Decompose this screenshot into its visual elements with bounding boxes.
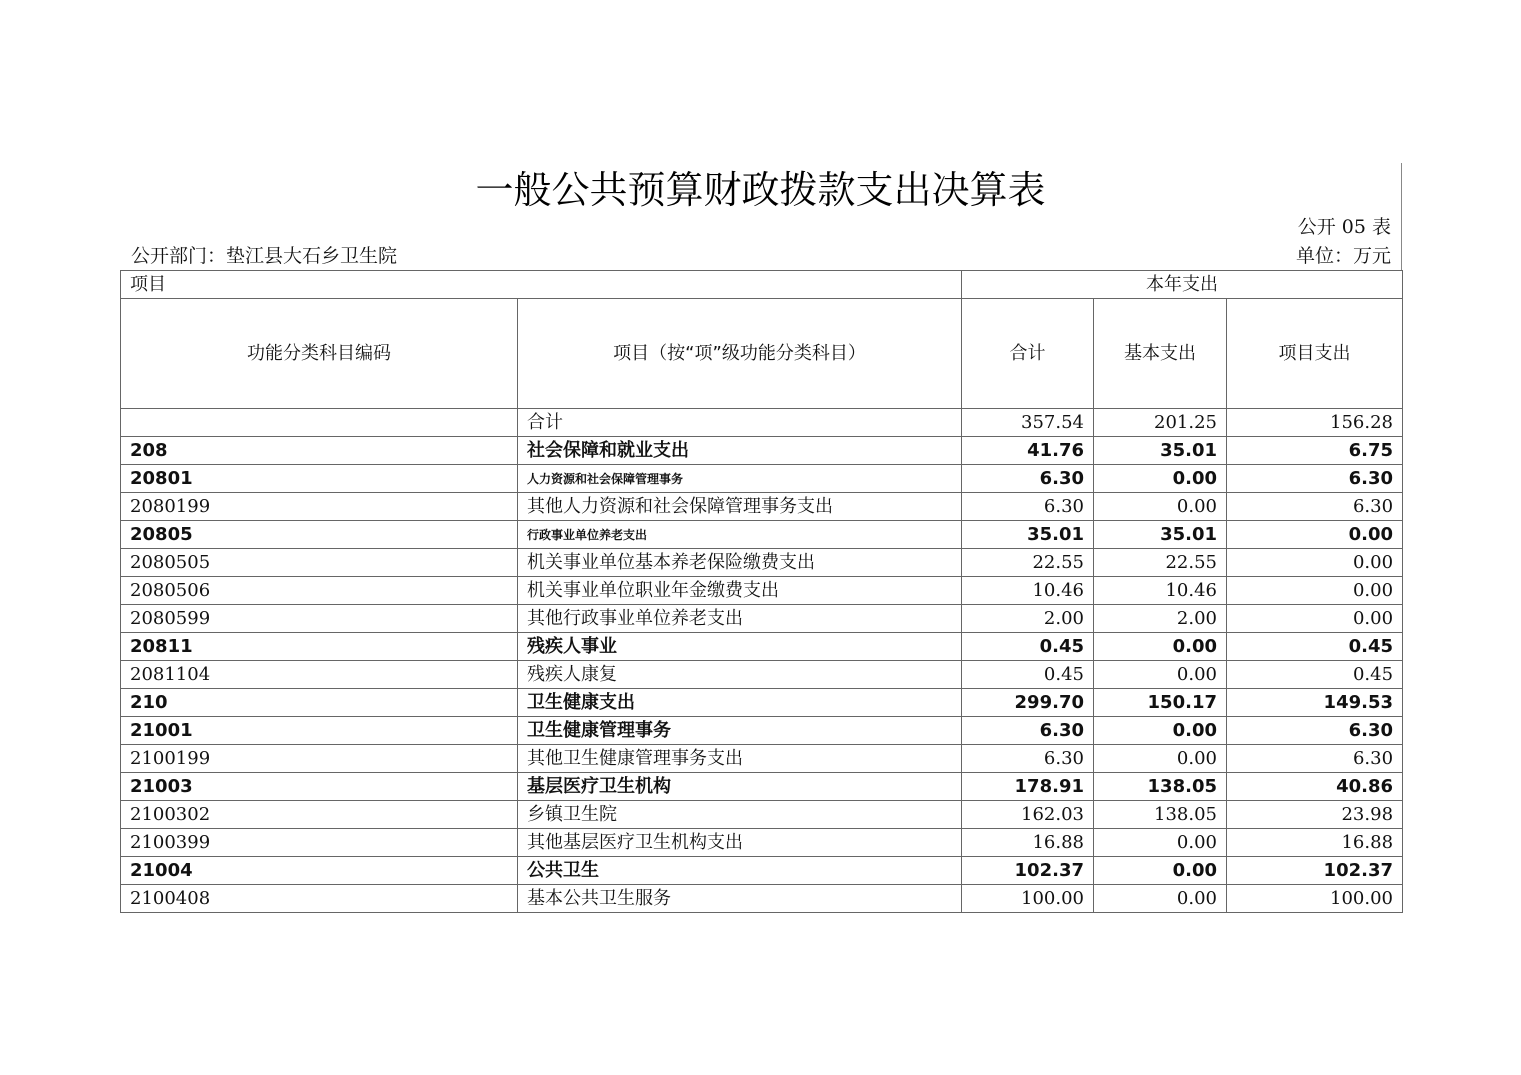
row-name: 残疾人事业 (518, 633, 962, 661)
row-basic: 2.00 (1094, 605, 1227, 633)
row-basic: 35.01 (1094, 437, 1227, 465)
row-project: 6.75 (1227, 437, 1403, 465)
table-row (121, 493, 1403, 521)
row-code: 21004 (121, 857, 518, 885)
row-basic: 0.00 (1094, 717, 1227, 745)
header-code: 功能分类科目编码 (121, 299, 518, 409)
table-row (121, 437, 1403, 465)
row-name: 其他卫生健康管理事务支出 (518, 745, 962, 773)
row-code: 2100199 (121, 745, 518, 773)
row-basic: 150.17 (1094, 689, 1227, 717)
row-name: 其他基层医疗卫生机构支出 (518, 829, 962, 857)
row-basic: 0.00 (1094, 745, 1227, 773)
row-project: 102.37 (1227, 857, 1403, 885)
unit-label: 单位：万元 (1295, 245, 1391, 267)
row-total: 0.45 (962, 633, 1094, 661)
row-basic: 35.01 (1094, 521, 1227, 549)
row-code: 2100302 (121, 801, 518, 829)
row-basic: 10.46 (1094, 577, 1227, 605)
row-code: 2100408 (121, 885, 518, 913)
row-name: 残疾人康复 (518, 661, 962, 689)
row-total: 299.70 (962, 689, 1094, 717)
header-project-exp: 项目支出 (1227, 299, 1403, 409)
row-project: 0.00 (1227, 521, 1403, 549)
table-row (121, 661, 1403, 689)
row-total: 6.30 (962, 745, 1094, 773)
row-name: 机关事业单位职业年金缴费支出 (518, 577, 962, 605)
row-total: 41.76 (962, 437, 1094, 465)
row-project: 6.30 (1227, 745, 1403, 773)
right-border-line (1401, 163, 1402, 271)
row-total: 6.30 (962, 717, 1094, 745)
table-row (121, 577, 1403, 605)
row-total: 10.46 (962, 577, 1094, 605)
header-project: 项目 (121, 271, 962, 299)
table-row (121, 633, 1403, 661)
row-total: 178.91 (962, 773, 1094, 801)
row-basic: 0.00 (1094, 633, 1227, 661)
header-current-year: 本年支出 (962, 271, 1403, 299)
table-row (121, 605, 1403, 633)
table-row (121, 857, 1403, 885)
row-code: 2081104 (121, 661, 518, 689)
row-total: 102.37 (962, 857, 1094, 885)
row-total: 100.00 (962, 885, 1094, 913)
row-basic: 22.55 (1094, 549, 1227, 577)
row-name: 行政事业单位养老支出 (518, 521, 962, 549)
row-name: 其他人力资源和社会保障管理事务支出 (518, 493, 962, 521)
row-project: 0.00 (1227, 577, 1403, 605)
table-row (121, 465, 1403, 493)
row-name: 社会保障和就业支出 (518, 437, 962, 465)
row-total: 22.55 (962, 549, 1094, 577)
table-row (121, 773, 1403, 801)
form-number: 公开 05 表 (1297, 216, 1391, 238)
row-code: 2080506 (121, 577, 518, 605)
row-total: 35.01 (962, 521, 1094, 549)
row-code: 21003 (121, 773, 518, 801)
row-project: 149.53 (1227, 689, 1403, 717)
row-project: 0.00 (1227, 605, 1403, 633)
header-total: 合计 (962, 299, 1094, 409)
row-basic: 138.05 (1094, 801, 1227, 829)
row-name: 公共卫生 (518, 857, 962, 885)
row-project: 0.00 (1227, 549, 1403, 577)
row-total: 6.30 (962, 493, 1094, 521)
total-empty-cell (121, 409, 518, 437)
row-name: 卫生健康支出 (518, 689, 962, 717)
row-basic: 0.00 (1094, 829, 1227, 857)
table-row (121, 885, 1403, 913)
row-name: 卫生健康管理事务 (518, 717, 962, 745)
row-name: 基层医疗卫生机构 (518, 773, 962, 801)
header-row-1 (121, 271, 1403, 299)
row-name: 人力资源和社会保障管理事务 (518, 465, 962, 493)
row-code: 20801 (121, 465, 518, 493)
table-row (121, 745, 1403, 773)
row-basic: 0.00 (1094, 885, 1227, 913)
row-name: 机关事业单位基本养老保险缴费支出 (518, 549, 962, 577)
row-code: 21001 (121, 717, 518, 745)
row-basic: 0.00 (1094, 493, 1227, 521)
row-project: 6.30 (1227, 717, 1403, 745)
row-code: 210 (121, 689, 518, 717)
total-sum: 357.54 (962, 409, 1094, 437)
document-title: 一般公共预算财政拨款支出决算表 (475, 168, 1046, 212)
row-project: 0.45 (1227, 633, 1403, 661)
table-row (121, 549, 1403, 577)
row-basic: 0.00 (1094, 857, 1227, 885)
department-label: 公开部门：垫江县大石乡卫生院 (131, 245, 398, 267)
row-total: 2.00 (962, 605, 1094, 633)
row-total: 16.88 (962, 829, 1094, 857)
header-basic: 基本支出 (1094, 299, 1227, 409)
row-total: 162.03 (962, 801, 1094, 829)
row-basic: 0.00 (1094, 465, 1227, 493)
row-name: 其他行政事业单位养老支出 (518, 605, 962, 633)
row-project: 16.88 (1227, 829, 1403, 857)
row-code: 20805 (121, 521, 518, 549)
table-row (121, 801, 1403, 829)
total-label: 合计 (518, 409, 962, 437)
row-basic: 0.00 (1094, 661, 1227, 689)
row-project: 6.30 (1227, 493, 1403, 521)
row-project: 23.98 (1227, 801, 1403, 829)
row-name: 基本公共卫生服务 (518, 885, 962, 913)
total-row (121, 409, 1403, 437)
table-row (121, 829, 1403, 857)
row-basic: 138.05 (1094, 773, 1227, 801)
row-total: 6.30 (962, 465, 1094, 493)
row-project: 0.45 (1227, 661, 1403, 689)
row-project: 6.30 (1227, 465, 1403, 493)
row-code: 2080505 (121, 549, 518, 577)
header-name: 项目（按“项”级功能分类科目） (518, 299, 962, 409)
row-project: 40.86 (1227, 773, 1403, 801)
header-row-2 (121, 299, 1403, 409)
expenditure-table (120, 270, 1403, 913)
total-project: 156.28 (1227, 409, 1403, 437)
row-name: 乡镇卫生院 (518, 801, 962, 829)
table-row (121, 689, 1403, 717)
total-basic: 201.25 (1094, 409, 1227, 437)
table-row (121, 521, 1403, 549)
row-project: 100.00 (1227, 885, 1403, 913)
row-total: 0.45 (962, 661, 1094, 689)
row-code: 2080199 (121, 493, 518, 521)
row-code: 2080599 (121, 605, 518, 633)
row-code: 20811 (121, 633, 518, 661)
row-code: 2100399 (121, 829, 518, 857)
table-row (121, 717, 1403, 745)
row-code: 208 (121, 437, 518, 465)
